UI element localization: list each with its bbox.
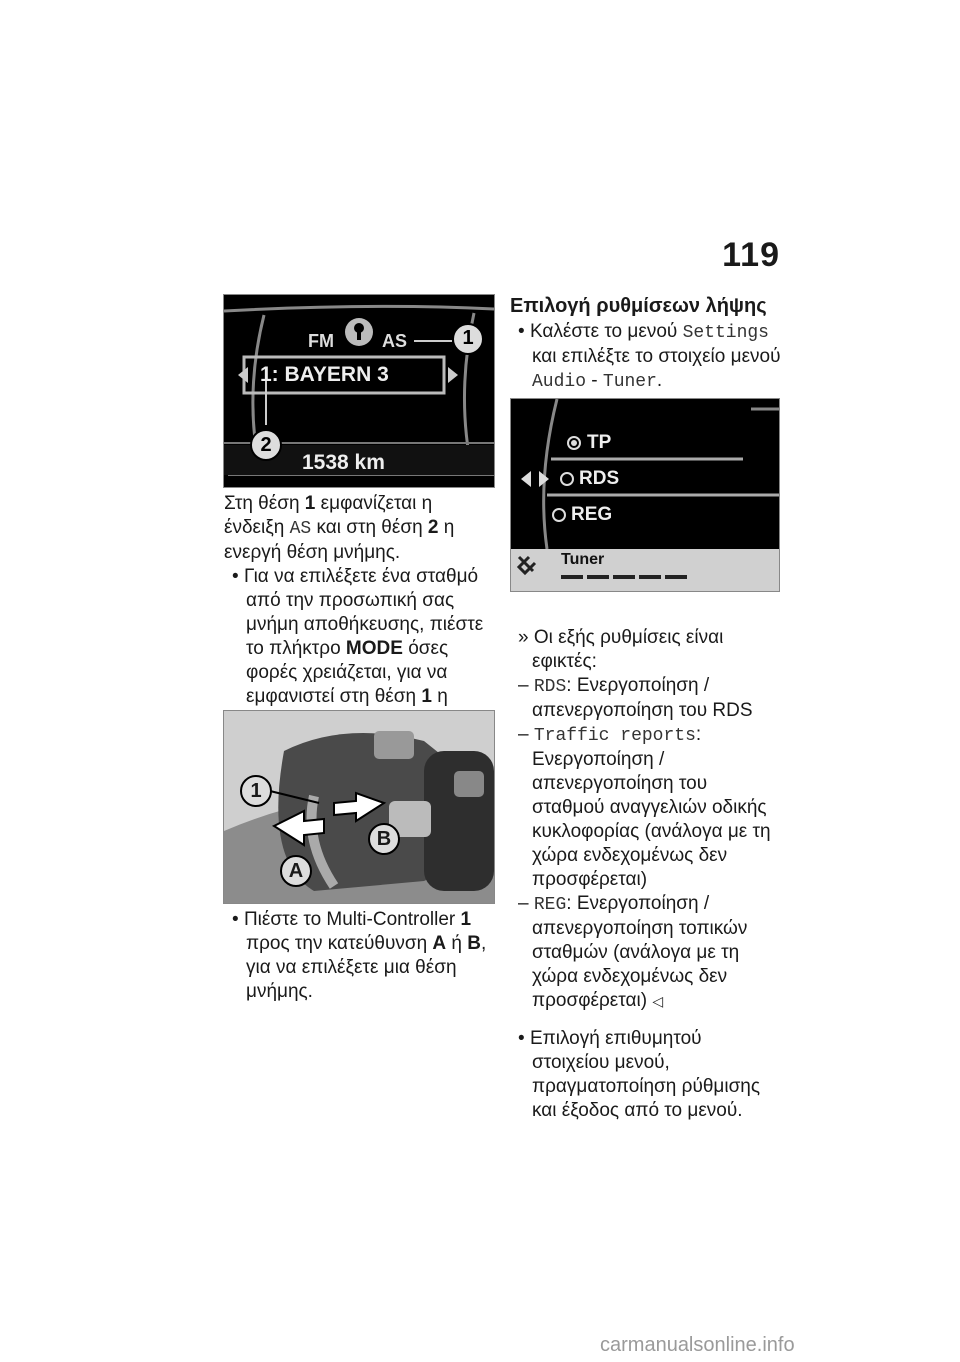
station-label: 1: BAYERN 3 — [260, 363, 389, 386]
bullet-mode-key: • Για να επιλέξετε ένα σταθμό από την προσωπική σας μνήμη αποθήκευσης, πιέστε το πλήκτρο MODE όσες φορές χρειάζεται, για να εμφανιστεί στη θέση 1 η — [232, 566, 484, 707]
callout-a: A — [288, 860, 304, 882]
tuner-label: Tuner — [561, 551, 605, 568]
bullet-multi-controller: • Πιέστε το Multi-Controller 1 προς την κατεύθυνση A ή B, για να επιλέξετε μια θέση μνήμης. — [232, 909, 487, 1002]
end-mark-icon: ◁ — [652, 993, 664, 1009]
callout-b: B — [376, 828, 392, 850]
reg-option: REG — [571, 504, 613, 525]
page-number: 119 — [722, 236, 780, 274]
position-description: Στη θέση 1 εμφανίζεται η ένδειξη AS και στη θέση 2 η ενεργή θέση μνήμης. — [224, 493, 455, 563]
distance-readout: 1538 km — [302, 451, 385, 474]
tuner-menu-graphic — [511, 399, 779, 591]
rds-option: RDS — [579, 468, 620, 489]
callout-1: 1 — [462, 327, 474, 349]
section-heading: Επιλογή ρυθμίσεων λήψης — [510, 295, 767, 317]
band-label: FM — [308, 331, 334, 351]
bullet-settings-menu: • Καλέστε το μενού Settings και επιλέξτε το στοιχείο μενού Audio - Tuner. — [518, 321, 781, 392]
right-text-bottom — [510, 626, 782, 1123]
tuner-menu-figure — [510, 398, 780, 592]
option-rds: – RDS: Ενεργοποίηση / απενεργοποίηση του RDS — [518, 675, 753, 721]
option-traffic-reports: – Traffic reports: Ενεργοποίηση / απενεργοποίηση του σταθμού αναγγελιών οδικής κυκλοφορίας (ανάλογα με τη χώρα ενδεχομένως δεν προσφέρεται) — [518, 724, 771, 890]
result-line: » Οι εξής ρυθμίσεις είναι εφικτές: — [518, 627, 724, 672]
bullet-select-item: • Επιλογή επιθυμητού στοιχείου μενού, πραγματοποίηση ρύθμισης και έξοδος από το μενού. — [518, 1028, 761, 1121]
as-indicator: AS — [382, 331, 408, 351]
tp-option: TP — [587, 432, 612, 453]
option-reg: – REG: Ενεργοποίηση / απενεργοποίηση τοπικών σταθμών (ανάλογα με τη χώρα ενδεχομένως δεν προσφέρεται) ◁ — [518, 893, 748, 1011]
radio-display-figure — [223, 294, 495, 488]
right-text-top — [510, 294, 782, 394]
callout-2: 2 — [260, 434, 272, 456]
left-text-bottom — [224, 908, 492, 1004]
left-text-top — [224, 492, 492, 734]
watermark: carmanualsonline.info — [600, 1334, 795, 1356]
multi-controller-figure — [223, 710, 495, 904]
multi-controller-graphic — [224, 711, 494, 903]
callout-1-handlebar: 1 — [250, 780, 262, 802]
